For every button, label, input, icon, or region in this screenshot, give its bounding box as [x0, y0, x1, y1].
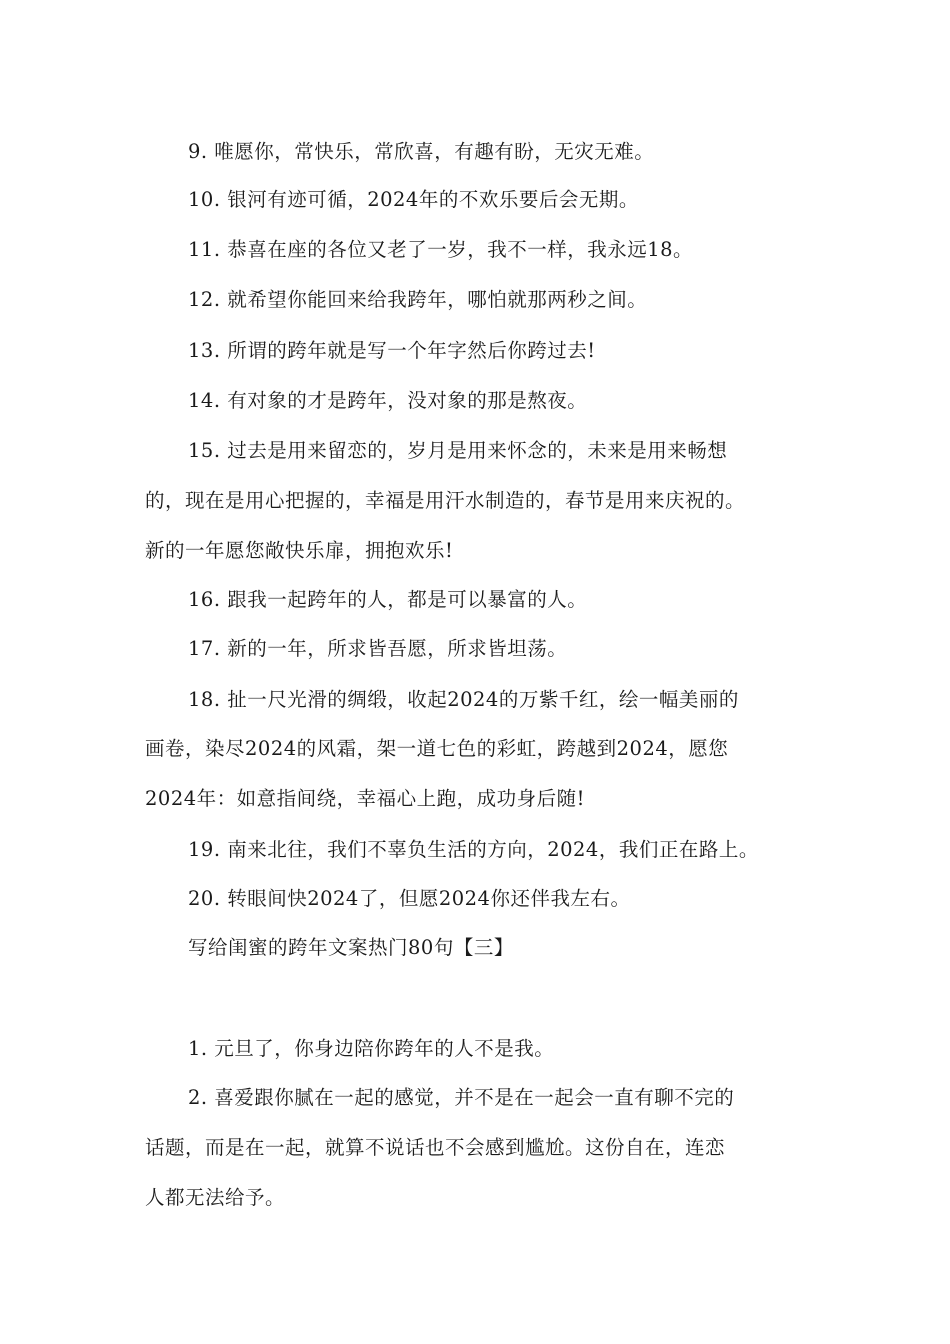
text-line: 17. 新的一年，所求皆吾愿，所求皆坦荡。 — [188, 637, 568, 660]
text-line: 2024年：如意指间绕，幸福心上跑，成功身后随! — [145, 787, 585, 810]
text-line: 20. 转眼间快2024了，但愿2024你还伴我左右。 — [188, 887, 631, 910]
text-line: 19. 南来北往，我们不辜负生活的方向，2024，我们正在路上。 — [188, 838, 759, 861]
text-line: 1. 元旦了，你身边陪你跨年的人不是我。 — [188, 1037, 555, 1060]
text-line: 13. 所谓的跨年就是写一个年字然后你跨过去! — [188, 339, 596, 362]
section-heading: 写给闺蜜的跨年文案热门80句【三】 — [188, 936, 514, 959]
text-line: 人都无法给予。 — [145, 1186, 286, 1209]
text-line: 的，现在是用心把握的，幸福是用汗水制造的，春节是用来庆祝的。 — [145, 489, 746, 512]
text-line: 12. 就希望你能回来给我跨年，哪怕就那两秒之间。 — [188, 288, 648, 311]
text-line: 14. 有对象的才是跨年，没对象的那是熬夜。 — [188, 389, 588, 412]
text-line: 10. 银河有迹可循，2024年的不欢乐要后会无期。 — [188, 188, 639, 211]
text-line: 新的一年愿您敞快乐扉，拥抱欢乐! — [145, 539, 454, 562]
text-line: 18. 扯一尺光滑的绸缎，收起2024的万紫千红，绘一幅美丽的 — [188, 688, 739, 711]
text-line: 16. 跟我一起跨年的人，都是可以暴富的人。 — [188, 588, 588, 611]
text-line: 2. 喜爱跟你腻在一起的感觉，并不是在一起会一直有聊不完的 — [188, 1086, 735, 1109]
text-line: 15. 过去是用来留恋的，岁月是用来怀念的，未来是用来畅想 — [188, 439, 728, 462]
text-line: 9. 唯愿你，常快乐，常欣喜，有趣有盼，无灾无难。 — [188, 140, 655, 163]
text-line: 画卷，染尽2024的风霜，架一道七色的彩虹，跨越到2024，愿您 — [145, 737, 729, 760]
text-line: 11. 恭喜在座的各位又老了一岁，我不一样，我永远18。 — [188, 238, 694, 261]
text-line: 话题，而是在一起，就算不说话也不会感到尴尬。这份自在，连恋 — [145, 1136, 726, 1159]
